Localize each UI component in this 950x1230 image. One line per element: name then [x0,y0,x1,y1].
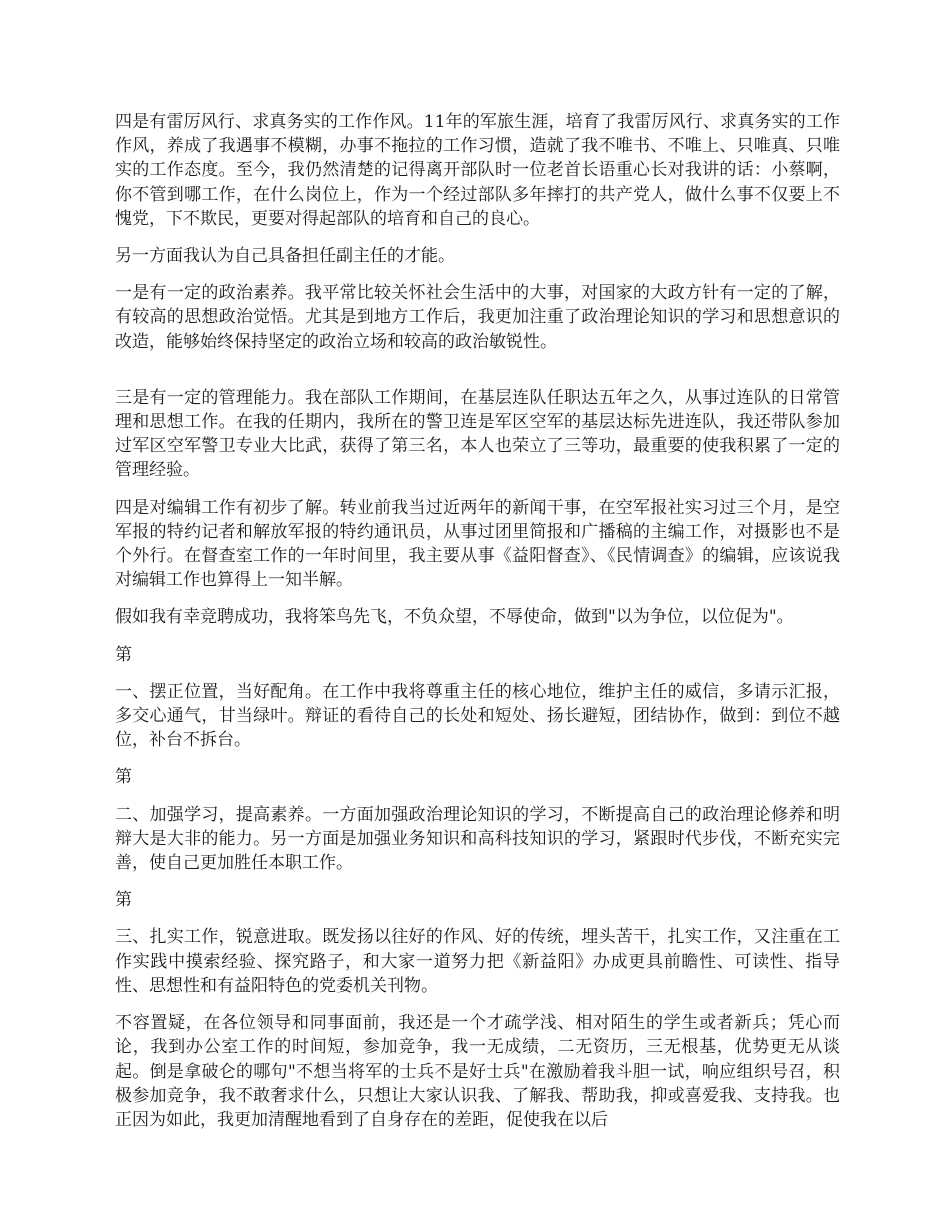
paragraph-ordinal-marker: 第 [115,767,132,788]
paragraph-ordinal-marker: 第 [115,890,132,911]
paragraph-talent-intro: 另一方面我认为自己具备担任副主任的才能。 [115,246,455,267]
paragraph-political-literacy: 一是有一定的政治素养。我平常比较关怀社会生活中的大事，对国家的大政方针有一定的了解，有较高的思想政治觉悟。尤其是到地方工作后，我更加注重了政治理论知识的学习和思想意识的改造，能够始终保持坚定的政治立场和较高的政治敏锐性。 [115,283,840,352]
paragraph-closing: 不容置疑，在各位领导和同事面前，我还是一个才疏学浅、相对陌生的学生或者新兵；凭心而论，我到办公室工作的时间短，参加竞争，我一无成绩，二无资历，三无根基，优势更无从谈起。倒是拿破仑的哪句"不想当将军的士兵不是好士兵"在激励着我斗胆一试，响应组织号召，积极参加竞争，我不敢奢求什么，只想让大家认识我、了解我、帮助我，抑或喜爱我、支持我。也正因为如此，我更加清醒地看到了自身存在的差距，促使我在以后 [115,1013,840,1130]
paragraph-work-style: 四是有雷厉风行、求真务实的工作作风。11年的军旅生涯，培育了我雷厉风行、求真务实的工作作风，养成了我遇事不模糊，办事不拖拉的工作习惯，造就了我不唯书、不唯上、只唯真、只唯实的工作态度。至今，我仍然清楚的记得离开部队时一位老首长语重心长对我讲的话：小蔡啊，你不管到哪工作，在什么岗位上，作为一个经过部队多年摔打的共产党人，做什么事不仅要上不愧党，下不欺民，更要对得起部队的培育和自己的良心。 [115,112,840,229]
paragraph-if-successful: 假如我有幸竞聘成功，我将笨鸟先飞，不负众望，不辱使命，做到"以为争位，以位促为"。 [115,607,794,628]
paragraph-study: 二、加强学习，提高素养。一方面加强政治理论知识的学习，不断提高自己的政治理论修养和明辩大是大非的能力。另一方面是加强业务知识和高科技知识的学习，紧跟时代步伐，不断充实完善，使自己更加胜任本职工作。 [115,804,840,874]
paragraph-ordinal-marker: 第 [115,644,132,665]
paragraph-position: 一、摆正位置，当好配角。在工作中我将尊重主任的核心地位，维护主任的威信，多请示汇报，多交心通气，甘当绿叶。辩证的看待自己的长处和短处、扬长避短，团结协作，做到：到位不越位，补台不拆台。 [115,681,840,751]
paragraph-solid-work: 三、扎实工作，锐意进取。既发扬以往好的作风、好的传统，埋头苦干，扎实工作，又注重在工作实践中摸索经验、探究路子，和大家一道努力把《新益阳》办成更具前瞻性、可读性、指导性、思想性和有益阳特色的党委机关刊物。 [115,927,840,996]
paragraph-editing-work: 四是对编辑工作有初步了解。转业前我当过近两年的新闻干事，在空军报社实习过三个月，是空军报的特约记者和解放军报的特约通讯员，从事过团里简报和广播稿的主编工作，对摄影也不是个外行。在督查室工作的一年时间里，我主要从事《益阳督查》、《民情调查》的编辑，应该说我对编辑工作也算得上一知半解。 [115,497,840,591]
paragraph-management-ability: 三是有一定的管理能力。我在部队工作期间，在基层连队任职达五年之久，从事过连队的日常管理和思想工作。在我的任期内，我所在的警卫连是军区空军的基层达标先进连队，我还带队参加过军区空军警卫专业大比武，获得了第三名，本人也荣立了三等功，最重要的使我积累了一定的管理经验。 [115,387,840,481]
document-body [115,110,840,1145]
